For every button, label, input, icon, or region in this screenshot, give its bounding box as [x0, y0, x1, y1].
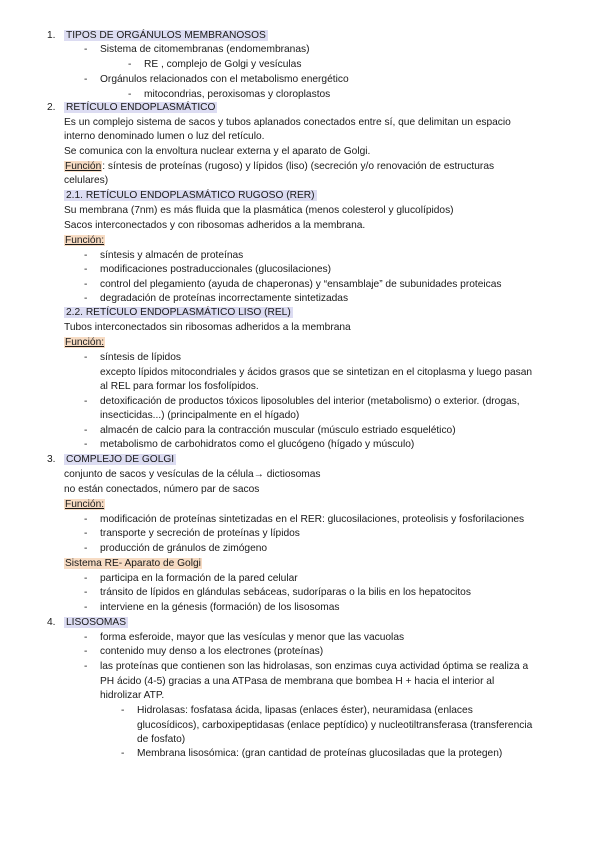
bullet-dash: - — [84, 528, 88, 539]
list-item: modificaciones postraduccionales (glucosilaciones) — [100, 264, 332, 275]
list-item: síntesis de lípidos — [100, 352, 181, 363]
function-label: Función: — [65, 337, 105, 348]
paragraph-line: Sacos interconectados y con ribosomas adheridos a la membrana. — [64, 220, 366, 231]
bullet-dash: - — [128, 59, 132, 70]
section-number: 2. — [47, 102, 56, 113]
bullet-dash: - — [121, 705, 125, 716]
list-item: control del plegamiento (ayuda de chaperonas) y “ensamblaje” de subunidades proteicas — [100, 279, 502, 290]
bullet-dash: - — [128, 89, 132, 100]
subsection-heading — [64, 189, 317, 202]
section-title: TIPOS DE ORGÁNULOS MEMBRANOSOS — [66, 30, 266, 41]
bullet-dash: - — [84, 264, 88, 275]
list-item-continuation: glucosídicos), carboxipeptidasas (enlace peptídico) y nucleotiltransferasa (transferencia — [137, 720, 533, 731]
list-item: Sistema de citomembranas (endomembranas) — [100, 44, 310, 55]
function-line — [64, 498, 105, 511]
function-label: Función: — [65, 235, 105, 246]
list-item: contenido muy denso a los electrones (proteínas) — [100, 646, 324, 657]
section-number: 3. — [47, 454, 56, 465]
section-heading — [64, 29, 268, 42]
function-line — [64, 160, 494, 173]
subheading-label: Sistema RE- Aparato de Golgi — [65, 558, 201, 569]
bullet-dash: - — [84, 279, 88, 290]
bullet-dash: - — [84, 602, 88, 613]
bullet-dash: - — [84, 514, 88, 525]
section-title: RETÍCULO ENDOPLASMÁTICO — [66, 102, 216, 113]
section-heading — [64, 101, 217, 114]
section-number: 4. — [47, 617, 56, 628]
section-heading — [64, 616, 128, 629]
function-text: : síntesis de proteínas (rugoso) y lípidos (liso) (secreción y/o renovación de estructuras — [102, 161, 495, 172]
subheading-line — [64, 557, 202, 570]
paragraph-line: conjunto de sacos y vesículas de la célula→ dictiosomas — [64, 469, 321, 480]
list-item: las proteínas que contienen son las hidrolasas, son enzimas cuya actividad óptima se realiza a — [100, 661, 529, 672]
section-title: LISOSOMAS — [66, 617, 127, 628]
paragraph-line: no están conectados, número par de sacos — [64, 484, 260, 495]
paragraph-line: interno denominado lumen o luz del retículo. — [64, 131, 265, 142]
list-item-continuation: al REL para formar los fosfolípidos. — [100, 381, 259, 392]
section-number: 1. — [47, 30, 56, 41]
list-item-continuation: insecticidas...) (principalmente en el hígado) — [100, 410, 300, 421]
list-item-continuation: hidrolizar ATP. — [100, 690, 165, 701]
function-line — [64, 234, 105, 247]
bullet-dash: - — [84, 352, 88, 363]
list-item: degradación de proteínas incorrectamente sintetizadas — [100, 293, 349, 304]
subsection-heading — [64, 306, 293, 319]
list-item: Hidrolasas: fosfatasa ácida, lipasas (enlaces éster), neuramidasa (enlaces — [137, 705, 473, 716]
bullet-dash: - — [84, 425, 88, 436]
bullet-dash: - — [84, 74, 88, 85]
list-item: forma esferoide, mayor que las vesículas y menor que las vacuolas — [100, 632, 405, 643]
list-item: transporte y secreción de proteínas y lípidos — [100, 528, 300, 539]
list-item: metabolismo de carbohidratos como el glucógeno (hígado y músculo) — [100, 439, 415, 450]
paragraph-line: celulares) — [64, 175, 109, 186]
bullet-dash: - — [84, 632, 88, 643]
paragraph-line: Es un complejo sistema de sacos y tubos aplanados conectados entre sí, que delimitan un espacio — [64, 117, 511, 128]
list-item: Membrana lisosómica: (gran cantidad de proteínas glucosiladas que la protegen) — [137, 748, 503, 759]
list-item-continuation: excepto lípidos mitocondriales y ácidos grasos que se sintetizan en el citoplasma y luego pasan — [100, 367, 533, 378]
function-label: Función: — [65, 499, 105, 510]
list-item: síntesis y almacén de proteínas — [100, 250, 244, 261]
paragraph-line: Se comunica con la envoltura nuclear externa y el aparato de Golgi. — [64, 146, 371, 157]
paragraph-line: Su membrana (7nm) es más fluida que la plasmática (menos colesterol y glucolípidos) — [64, 205, 454, 216]
list-item: modificación de proteínas sintetizadas en el RER: glucosilaciones, proteolisis y fosforilaciones — [100, 514, 525, 525]
list-item: tránsito de lípidos en glándulas sebáceas, sudoríparas o la bilis en los hepatocitos — [100, 587, 471, 598]
bullet-dash: - — [84, 573, 88, 584]
bullet-dash: - — [84, 250, 88, 261]
bullet-dash: - — [84, 293, 88, 304]
bullet-dash: - — [84, 44, 88, 55]
list-item: participa en la formación de la pared celular — [100, 573, 298, 584]
bullet-dash: - — [84, 661, 88, 672]
list-item: interviene en la génesis (formación) de los lisosomas — [100, 602, 340, 613]
bullet-dash: - — [84, 396, 88, 407]
bullet-dash: - — [84, 543, 88, 554]
function-line — [64, 336, 105, 349]
list-item: mitocondrias, peroxisomas y cloroplastos — [144, 89, 331, 100]
subsection-title: 2.1. RETÍCULO ENDOPLASMÁTICO RUGOSO (RER) — [66, 190, 315, 201]
bullet-dash: - — [84, 439, 88, 450]
section-title: COMPLEJO DE GOLGI — [66, 454, 175, 465]
list-item: RE , complejo de Golgi y vesículas — [144, 59, 302, 70]
bullet-dash: - — [84, 587, 88, 598]
section-heading — [64, 453, 176, 466]
list-item: Orgánulos relacionados con el metabolismo energético — [100, 74, 349, 85]
list-item: almacén de calcio para la contracción muscular (músculo estriado esquelético) — [100, 425, 456, 436]
list-item: producción de gránulos de zimógeno — [100, 543, 268, 554]
function-label: Función — [65, 161, 102, 172]
list-item: detoxificación de productos tóxicos liposolubles del interior (metabolismo) o exterior. (drogas, — [100, 396, 520, 407]
paragraph-line: Tubos interconectados sin ribosomas adheridos a la membrana — [64, 322, 351, 333]
list-item-continuation: PH ácido (4-5) gracias a una ATPasa de membrana que bombea H + hacia el interior al — [100, 676, 495, 687]
list-item-continuation: de fosfato) — [137, 734, 186, 745]
bullet-dash: - — [121, 748, 125, 759]
bullet-dash: - — [84, 646, 88, 657]
subsection-title: 2.2. RETÍCULO ENDOPLASMÁTICO LISO (REL) — [66, 307, 291, 318]
